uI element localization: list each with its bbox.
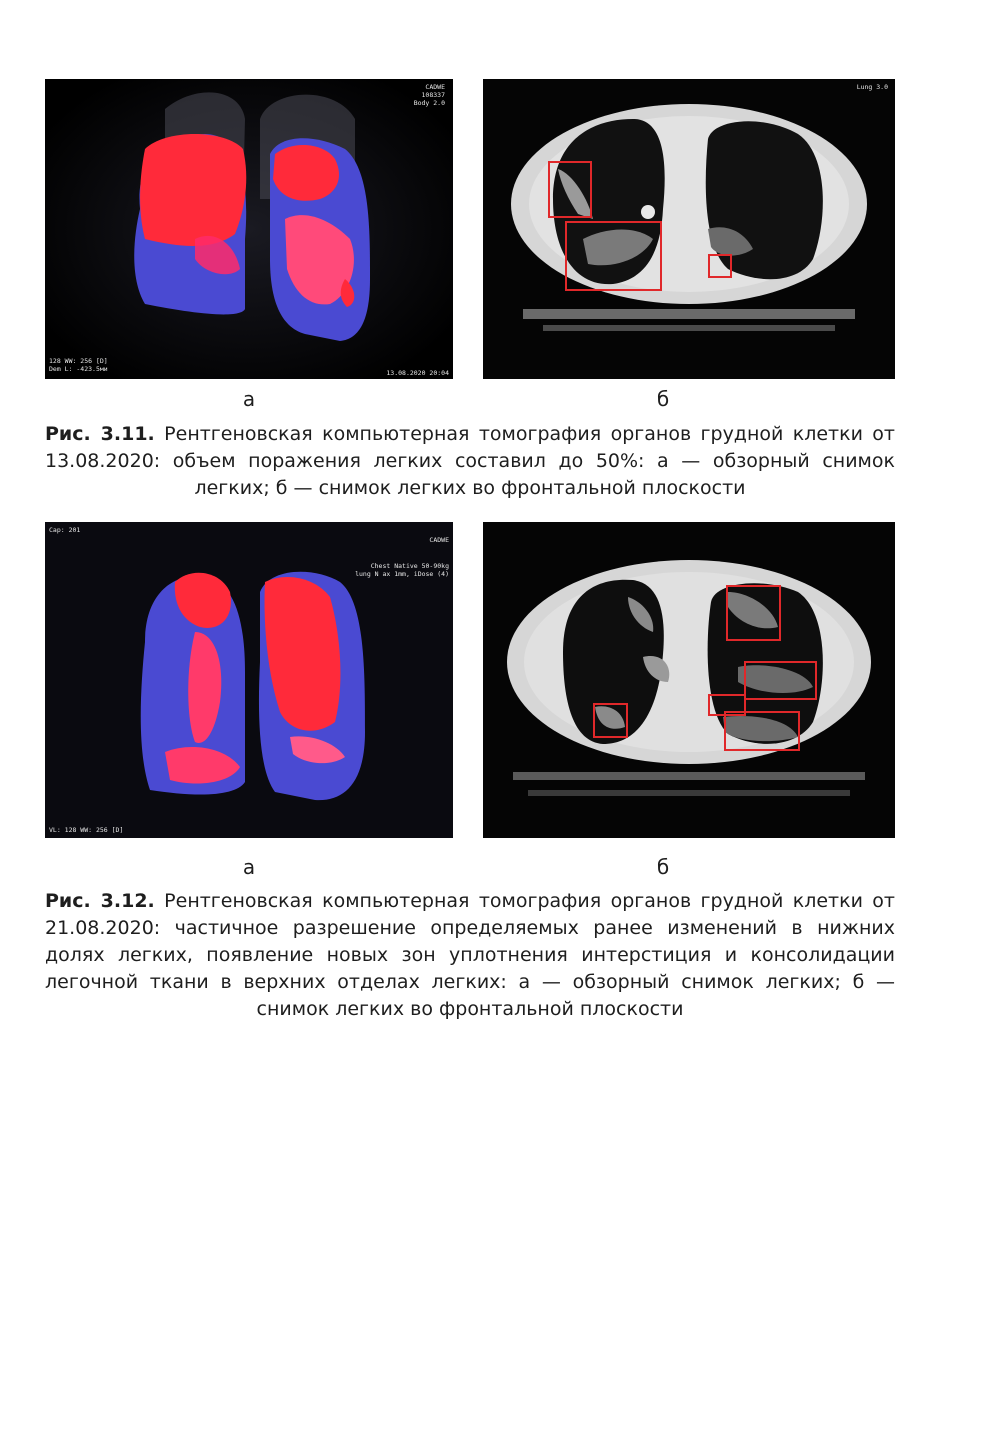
panel-overlay-text: CADWE xyxy=(425,83,445,91)
panel-sublabel: б xyxy=(656,387,670,411)
panel-overlay-text: CADWE xyxy=(429,536,449,544)
panel-overlay-text: Lung 3.0 xyxy=(856,83,888,91)
panel-overlay-text: Body 2.0 xyxy=(413,99,445,107)
panel-sublabel: б xyxy=(656,855,670,879)
figure-caption xyxy=(45,421,895,502)
figure-3-12-panel-a xyxy=(45,522,453,838)
lung-3d-render-image xyxy=(45,79,453,379)
panel-overlay-text: Dem L: -423.5ми xyxy=(49,365,108,373)
figure-3-12-panel-b xyxy=(483,522,895,838)
panel-overlay-text: lung N ax 1mm, iDose (4) xyxy=(355,570,449,578)
figure-label: Рис. 3.12. xyxy=(45,890,155,912)
panel-overlay-text: 108337 xyxy=(421,91,445,99)
panel-overlay-text: Cap: 201 xyxy=(49,526,81,534)
panel-sublabel: а xyxy=(242,387,256,411)
figure-caption-text: Рентгеновская компьютерная томография органов грудной клетки от 13.08.2020: объем поражения легких составил до 50%: а — обзорный снимок легких; б — снимок легких во фронтальной плоскости xyxy=(45,423,895,499)
figure-caption-text: Рентгеновская компьютерная томография органов грудной клетки от 21.08.2020: частичное разрешение определяемых ранее изменений в нижних долях легких, появление новых зон уплотнения интерстиция и консолидации легочной ткани в верхних отделах легких: а — обзорный снимок легких; б — снимок легких во фронтальной плоскости xyxy=(45,890,895,1020)
panel-overlay-text: Chest Native 50-90kg xyxy=(370,562,449,570)
panel-overlay-text: VL: 128 WW: 256 [D] xyxy=(49,826,124,834)
panel-overlay-text: 128 WW: 256 [D] xyxy=(49,357,108,365)
figure-label: Рис. 3.11. xyxy=(45,423,155,445)
figure-3-11-panel-b xyxy=(483,79,895,379)
ct-axial-scan-image xyxy=(483,79,895,379)
ct-axial-scan-image xyxy=(483,522,895,838)
figure-caption xyxy=(45,888,895,1023)
lung-3d-render-image xyxy=(45,522,453,838)
figure-3-11-panel-a xyxy=(45,79,453,379)
panel-sublabel: а xyxy=(242,855,256,879)
panel-overlay-text: 13.08.2020 20:04 xyxy=(386,369,449,377)
